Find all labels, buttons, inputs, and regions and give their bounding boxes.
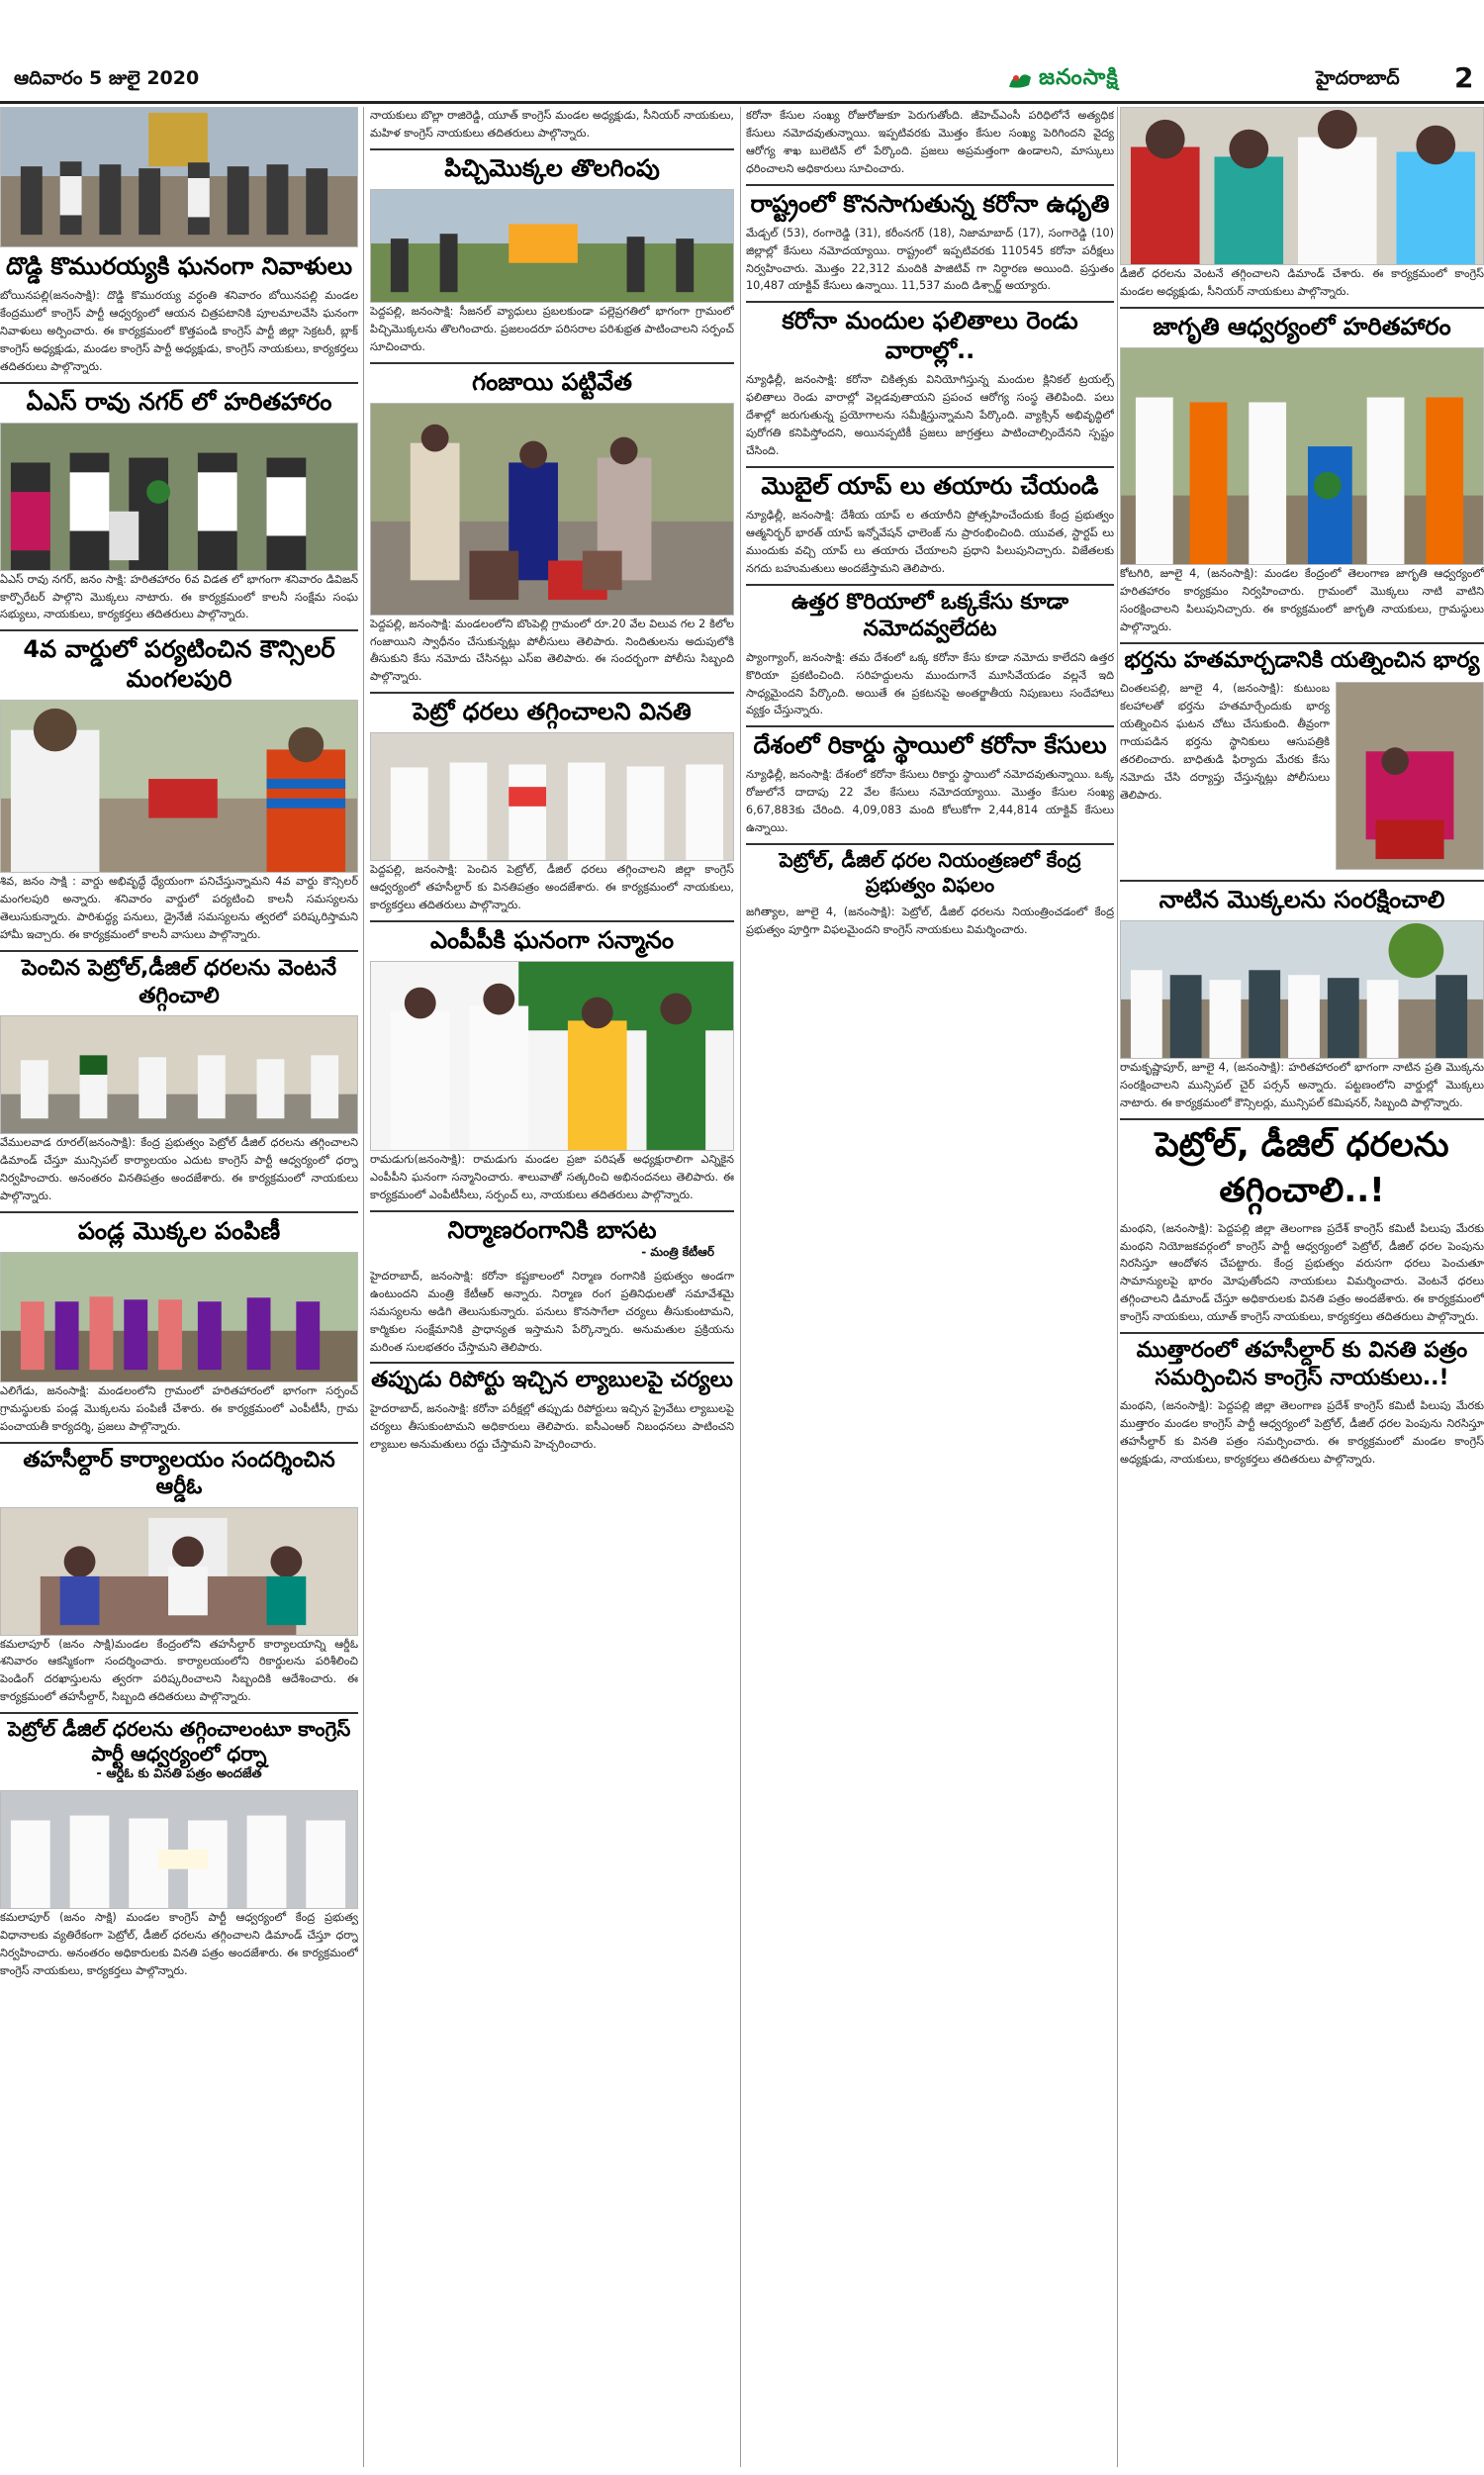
article-body: కమలాపూర్ (జనం సాక్షి)మండల కేంద్రంలోని తహసీల్దార్ కార్యాలయాన్ని ఆర్డీఓ శనివారం ఆకస్మికంగా సందర్శించారు. కార్యాలయంలోని రికార్డులను పరిశీలించి పెండింగ్ దరఖాస్తులను త్వరగా పరిష్కరించాలని సిబ్బందికి ఆదేశించారు. ఈ కార్యక్రమంలో తహసీల్దార్, సిబ్బంది తదితరులు పాల్గొన్నారు. — [0, 1637, 358, 1704]
article-body: ప్యాంగ్యాంగ్, జనంసాక్షి: తమ దేశంలో ఒక్క కరోనా కేసు కూడా నమోదు కాలేదని ఉత్తర కొరియా ప్రకటించింది. సరిహద్దులను ముందుగానే మూసివేయడం వల్లనే ఇది సాధ్యమైందని పేర్కొంది. అయితే ఈ ప్రకటనపై అంతర్జాతీయ నిపుణులు సందేహాలు వ్యక్తం చేస్తున్నారు. — [746, 650, 1114, 717]
column-2 — [370, 107, 734, 2467]
column-3 — [746, 107, 1114, 2467]
column-divider — [1117, 107, 1118, 2467]
article-body: నాయకులు బొల్లా రాజిరెడ్డి, యూత్ కాంగ్రెస్ మండల అధ్యక్షుడు, సీనియర్ నాయకులు, మహిళ కాంగ్రెస్ నాయకులు తదితరులు పాల్గొన్నారు. — [370, 109, 734, 140]
article-body: మేడ్చల్ (53), రంగారెడ్డి (31), కరీంనగర్ (18), నిజామాబాద్ (17), సంగారెడ్డి (10) జిల్లాల్లో కేసులు నమోదయ్యాయి. రాష్ట్రంలో ఇప్పటివరకు 110545 కరోనా పరీక్షలు నిర్వహించారు. మొత్తం 22,312 మందికి పాజిటివ్ గా నిర్ధారణ అయింది. ప్రస్తుతం 10,487 యాక్టివ్ కేసులు ఉన్నాయి. 11,537 మంది డిశ్చార్జ్ అయ్యారు. — [746, 226, 1114, 293]
news-photo — [1120, 107, 1484, 265]
headline: తహసీల్దార్ కార్యాలయం సందర్శించిన ఆర్డీఓ — [0, 1442, 358, 1501]
headline: దొడ్డి కొమురయ్యకి ఘనంగా నివాళులు — [5, 252, 353, 280]
article-body: చింతలపల్లి, జూలై 4, (జనంసాక్షి): కుటుంబ కలహాలతో భర్తను హతమార్చేందుకు భార్య యత్నించిన ఘటన చోటు చేసుకుంది. తీవ్రంగా గాయపడిన భర్తను స్థానికులు ఆసుపత్రికి తరలించారు. బాధితుడి ఫిర్యాదు మేరకు కేసు నమోదు చేసి దర్యాప్తు చేస్తున్నట్లు పోలీసులు తెలిపారు. — [1120, 682, 1330, 802]
article-body: వేములవాడ రూరల్(జనంసాక్షి): కేంద్ర ప్రభుత్వం పెట్రోల్ డీజిల్ ధరలను తగ్గించాలని డిమాండ్ చేస్తూ మున్సిపల్ కార్యాలయం ఎదుట కాంగ్రెస్ పార్టీ ఆధ్వర్యంలో ధర్నా నిర్వహించారు. అనంతరం వినతిపత్రం అందజేశారు. ఈ కార్యక్రమంలో నాయకులు పాల్గొన్నారు. — [0, 1136, 358, 1202]
headline: నాటిన మొక్కలను సంరక్షించాలి — [1120, 880, 1484, 914]
headline: నిర్మాణరంగానికి బాసట — [370, 1210, 734, 1245]
headline: మొబైల్ యాప్ లు తయారు చేయండి — [746, 466, 1114, 501]
article-body: హైదరాబాద్, జనంసాక్షి: కరోనా కష్టకాలంలో నిర్మాణ రంగానికి ప్రభుత్వం అండగా ఉంటుందని మంత్రి కేటీఆర్ అన్నారు. నిర్మాణ రంగ ప్రతినిధులతో సమావేశమై సమస్యలను అడిగి తెలుసుకున్నారు. పనులు కొనసాగేలా చర్యలు తీసుకుంటామని, కార్మికుల సంక్షేమానికి ప్రాధాన్యత ఇస్తామని పేర్కొన్నారు. అనుమతుల ప్రక్రియను మరింత సులభతరం చేస్తామని తెలిపారు. — [370, 1269, 734, 1354]
article-body: శివ, జనం సాక్షి : వార్డు అభివృద్ధే ధ్యేయంగా పనిచేస్తున్నామని 4వ వార్డు కౌన్సిలర్ మంగలపురి అన్నారు. శనివారం వార్డులో పర్యటించి కాలనీ సమస్యలను తెలుసుకున్నారు. పారిశుద్ధ్య పనులు, డ్రైనేజీ సమస్యలను త్వరలో పరిష్కరిస్తామని హామీ ఇచ్చారు. ఈ కార్యక్రమంలో కాలనీ వాసులు పాల్గొన్నారు. — [0, 875, 358, 942]
brand-name: జనంసాక్షి — [1039, 65, 1119, 90]
news-photo — [0, 1507, 358, 1636]
article-body: ఎలిగేడు, జనంసాక్షి: మండలంలోని గ్రామంలో హరితహారంలో భాగంగా సర్పంచ్ గ్రామస్థులకు పండ్ల మొక్కలను పంపిణీ చేశారు. ఈ కార్యక్రమంలో ఎంపీటీసీ, గ్రామ పంచాయతీ కార్యదర్శి, ప్రజలు పాల్గొన్నారు. — [0, 1383, 358, 1433]
masthead — [0, 59, 1484, 103]
headline: 4వ వార్డులో పర్యటించిన కౌన్సిలర్ మంగలపురి — [0, 629, 358, 694]
article-body: రామడుగు(జనంసాక్షి): రామడుగు మండల ప్రజా పరిషత్ అధ్యక్షురాలిగా ఎన్నికైన ఎంపీపీని ఘనంగా సన్మానించారు. శాలువాతో సత్కరించి అభినందనలు తెలిపారు. ఈ కార్యక్రమంలో ఎంపీటీసీలు, సర్పంచ్ లు, నాయకులు తదితరులు పాల్గొన్నారు. — [370, 1153, 734, 1201]
headline: పెట్రోల్ డీజిల్ ధరలను తగ్గించాలంటూ కాంగ్రెస్ పార్టీ ఆధ్వర్యంలో ధర్నా — [0, 1712, 358, 1766]
subheadline: - ఆర్డీఓ కు వినతి పత్రం అందజేత — [96, 1766, 262, 1782]
article-body: కరోనా కేసుల సంఖ్య రోజురోజుకూ పెరుగుతోంది. జీహెచ్ఎంసీ పరిధిలోనే అత్యధిక కేసులు నమోదవుతున్నాయి. ఇప్పటివరకు మొత్తం కేసుల సంఖ్య పెరిగిందని వైద్య ఆరోగ్య శాఖ బులెటిన్ లో పేర్కొంది. ప్రజలు అప్రమత్తంగా ఉండాలని, మాస్కులు ధరించాలని అధికారులు సూచించారు. — [746, 109, 1114, 175]
news-photo — [1120, 920, 1484, 1059]
article-body: కోటగిరి, జూలై 4, (జనంసాక్షి): మండల కేంద్రంలో తెలంగాణ జాగృతి ఆధ్వర్యంలో హరితహారం కార్యక్రమం నిర్వహించారు. గ్రామంలో మొక్కలు నాటి వాటిని సంరక్షించాలని పిలుపునిచ్చారు. ఈ కార్యక్రమంలో జాగృతి నాయకులు, గ్రామస్థులు పాల్గొన్నారు. — [1120, 566, 1484, 633]
article-body: పెద్దపల్లి, జనంసాక్షి: పెంచిన పెట్రోల్, డీజిల్ ధరలు తగ్గించాలని జిల్లా కాంగ్రెస్ ఆధ్వర్యంలో తహసీల్దార్ కు వినతిపత్రం అందజేశారు. ఈ కార్యక్రమంలో నాయకులు, కార్యకర్తలు తదితరులు పాల్గొన్నారు. — [370, 863, 734, 912]
headline: రాష్ట్రంలో కొనసాగుతున్న కరోనా ఉధృతి — [746, 184, 1114, 219]
edition-city: హైదరాబాద్ — [1316, 67, 1400, 89]
headline: పెట్రోల్, డీజిల్ ధరలను తగ్గించాలి..! — [1120, 1118, 1484, 1214]
news-photo — [0, 1790, 358, 1909]
headline: గంజాయి పట్టివేత — [370, 362, 734, 397]
news-photo — [0, 423, 358, 571]
article-body: డీజిల్ ధరలను వెంటనే తగ్గించాలని డిమాండ్ చేశారు. ఈ కార్యక్రమంలో కాంగ్రెస్ మండల అధ్యక్షుడు, సీనియర్ నాయకులు పాల్గొన్నారు. — [1120, 267, 1484, 298]
article-body: మంథని, (జనంసాక్షి): పెద్దపల్లి జిల్లా తెలంగాణ ప్రదేశ్ కాంగ్రెస్ కమిటీ పిలుపు మేరకు మంథని నియోజకవర్గంలో కాంగ్రెస్ పార్టీ ఆధ్వర్యంలో పెట్రోల్, డీజిల్ ధరల పెంపును నిరసిస్తూ ఆందోళన చేపట్టారు. కేంద్ర ప్రభుత్వం వరుసగా ధరలు పెంచుతూ సామాన్యులపై భారం మోపుతోందని నాయకులు విమర్శించారు. వెంటనే ధరలు తగ్గించాలని డిమాండ్ చేస్తూ అధికారులకు వినతి పత్రం అందజేశారు. ఈ కార్యక్రమంలో కాంగ్రెస్ నాయకులు, యూత్ కాంగ్రెస్ నాయకులు, కార్యకర్తలు తదితరులు పాల్గొన్నారు. — [1120, 1221, 1484, 1324]
column-divider — [363, 107, 364, 2467]
brand-logo — [1007, 63, 1119, 97]
issue-date: ఆదివారం 5 జులై 2020 — [14, 67, 200, 89]
headline: ముత్తారంలో తహసీల్దార్ కు వినతి పత్రం సమర్పించిన కాంగ్రెస్ నాయకులు..! — [1120, 1332, 1484, 1391]
news-photo — [1336, 682, 1484, 870]
headline: పెట్రో ధరలు తగ్గించాలని వినతి — [370, 692, 734, 726]
headline: ఎంపీపీకి ఘనంగా సన్మానం — [370, 920, 734, 955]
column-4 — [1120, 107, 1484, 2467]
masthead-rule — [0, 101, 1484, 104]
news-photo — [0, 700, 358, 873]
article-body: హైదరాబాద్, జనంసాక్షి: కరోనా పరీక్షల్లో తప్పుడు రిపోర్టులు ఇచ్చిన ప్రైవేటు ల్యాబులపై చర్యలు తీసుకుంటామని అధికారులు తెలిపారు. ఐసీఎంఆర్ నిబంధనలు పాటించని ల్యాబుల అనుమతులు రద్దు చేస్తామని హెచ్చరించారు. — [370, 1401, 734, 1451]
headline: భర్తను హతమార్చడానికి యత్నించిన భార్య — [1120, 642, 1484, 675]
article-body: బోయినపల్లి(జనంసాక్షి): దొడ్డి కొమురయ్య వర్ధంతి శనివారం బోయినపల్లి మండల కేంద్రములో కాంగ్రెస్ పార్టీ ఆధ్వర్యంలో ఆయన చిత్రపటానికి పూలమాలవేసి ఘనంగా నివాళులు అర్పించారు. ఈ కార్యక్రమంలో కొత్తపండి కాంగ్రెస్ పార్టీ జిల్లా సెక్రటరీ, బ్లాక్ కాంగ్రెస్ అధ్యక్షుడు, మండల కాంగ్రెస్ పార్టీ అధ్యక్షుడు, కాంగ్రెస్ నాయకులు, కార్యకర్తలు తదితరులు పాల్గొన్నారు. — [0, 289, 358, 373]
headline: తప్పుడు రిపోర్టు ఇచ్చిన ల్యాబులపై చర్యలు — [370, 1362, 734, 1394]
headline: పెట్రోల్, డీజిల్ ధరల నియంత్రణలో కేంద్ర ప్రభుత్వం విఫలం — [746, 843, 1114, 898]
news-photo — [0, 107, 358, 247]
news-photo — [0, 1252, 358, 1382]
article-body: న్యూఢిల్లీ, జనంసాక్షి: దేశీయ యాప్ ల తయారీని ప్రోత్సహించేందుకు కేంద్ర ప్రభుత్వం ఆత్మనిర్భర్ భారత్ యాప్ ఇన్నోవేషన్ ఛాలెంజ్ ను ప్రారంభించింది. యువత, స్టార్టప్ లు ముందుకు వచ్చి యాప్ లు తయారు చేయాలని ప్రధాని పిలుపునిచ్చారు. విజేతలకు నగదు బహుమతులు అందజేస్తామని తెలిపారు. — [746, 508, 1114, 575]
article-body: జగిత్యాల, జూలై 4, (జనంసాక్షి): పెట్రోల్, డీజిల్ ధరలను నియంత్రించడంలో కేంద్ర ప్రభుత్వం పూర్తిగా విఫలమైందని కాంగ్రెస్ నాయకులు విమర్శించారు. — [746, 905, 1114, 936]
column-divider — [740, 107, 741, 2467]
article-body: రామకృష్ణాపూర్, జూలై 4, (జనంసాక్షి): హరితహారంలో భాగంగా నాటిన ప్రతి మొక్కను సంరక్షించాలని మున్సిపల్ చైర్ పర్సన్ అన్నారు. పట్టణంలోని వార్డుల్లో మొక్కలు నాటారు. ఈ కార్యక్రమంలో కౌన్సిలర్లు, మున్సిపల్ కమిషనర్, సిబ్బంది పాల్గొన్నారు. — [1120, 1061, 1484, 1109]
news-photo — [1120, 347, 1484, 565]
news-photo — [370, 732, 734, 861]
byline: - మంత్రి కేటీఆర్ — [641, 1244, 714, 1259]
news-photo — [370, 403, 734, 616]
column-1 — [0, 107, 358, 2467]
headline: ఉత్తర కొరియాలో ఒక్కకేసు కూడా నమోదవ్వలేదట — [746, 584, 1114, 643]
article-body: న్యూఢిల్లీ, జనంసాక్షి: దేశంలో కరోనా కేసులు రికార్డు స్థాయిలో నమోదవుతున్నాయి. ఒక్క రోజులోనే దాదాపు 22 వేల కేసులు నమోదయ్యాయి. మొత్తం కేసుల సంఖ్య 6,67,883కు చేరింది. 4,09,083 మంది కోలుకోగా 2,44,814 యాక్టివ్ కేసులు ఉన్నాయి. — [746, 768, 1114, 835]
news-photo — [370, 961, 734, 1151]
news-photo — [0, 1015, 358, 1134]
headline: ఏఎస్ రావు నగర్ లో హరితహారం — [0, 382, 358, 417]
article-body: కమలాపూర్ (జనం సాక్షి) మండల కాంగ్రెస్ పార్టీ ఆధ్వర్యంలో కేంద్ర ప్రభుత్వ విధానాలకు వ్యతిరేకంగా పెట్రోల్, డీజిల్ ధరలను తగ్గించాలని డిమాండ్ చేస్తూ ధర్నా నిర్వహించారు. అనంతరం అధికారులకు వినతి పత్రం అందజేశారు. ఈ కార్యక్రమంలో కాంగ్రెస్ నాయకులు, కార్యకర్తలు పాల్గొన్నారు. — [0, 1911, 358, 1977]
headline: కరోనా మందుల ఫలితాలు రెండు వారాల్లో.. — [746, 301, 1114, 365]
headline: పిచ్చిమొక్కల తొలగింపు — [370, 148, 734, 183]
article-body: పెద్దపల్లి, జనంసాక్షి: సీజనల్ వ్యాధులు ప్రబలకుండా పల్లెప్రగతిలో భాగంగా గ్రామంలో పిచ్చిమొక్కలను తొలగించారు. ప్రజలందరూ పరిసరాల పరిశుభ్రత పాటించాలని సర్పంచ్ సూచించారు. — [370, 304, 734, 353]
article-body: పెద్దపల్లి, జనంసాక్షి: మండలంలోని బొంపెల్లి గ్రామంలో రూ.20 వేల విలువ గల 2 కిలోల గంజాయిని స్వాధీనం చేసుకున్నట్లు పోలీసులు తెలిపారు. నిందితులను అదుపులోకి తీసుకుని కేసు నమోదు చేసినట్లు ఎస్ఐ తెలిపారు. ఈ సందర్భంగా పోలీసు సిబ్బంది పాల్గొన్నారు. — [370, 617, 734, 684]
article-body: ఏఎస్ రావు నగర్, జనం సాక్షి: హరితహారం 6వ విడత లో భాగంగా శనివారం డివిజన్ కార్పొరేటర్ పాల్గొని మొక్కలు నాటారు. ఈ కార్యక్రమంలో కాలనీ సంక్షేమ సంఘ సభ్యులు, నాయకులు, కార్యకర్తలు తదితరులు పాల్గొన్నారు. — [0, 572, 358, 621]
article-body: న్యూఢిల్లీ, జనంసాక్షి: కరోనా చికిత్సకు వినియోగిస్తున్న మందుల క్లినికల్ ట్రయల్స్ ఫలితాలు రెండు వారాల్లో వెల్లడవుతాయని ప్రపంచ ఆరోగ్య సంస్థ తెలిపింది. పలు దేశాల్లో జరుగుతున్న ప్రయోగాలను సమీక్షిస్తున్నామని పేర్కొంది. వ్యాక్సిన్ అభివృద్ధిలో పురోగతి కనిపిస్తోందని, అయినప్పటికీ ప్రజలు జాగ్రత్తలు పాటించాల్సిందేనని స్పష్టం చేసింది. — [746, 373, 1114, 458]
headline: దేశంలో రికార్డు స్థాయిలో కరోనా కేసులు — [746, 725, 1114, 760]
article-body: మంథని, (జనంసాక్షి): పెద్దపల్లి జిల్లా తెలంగాణ ప్రదేశ్ కాంగ్రెస్ కమిటీ పిలుపు మేరకు ముత్తారం మండల కాంగ్రెస్ పార్టీ ఆధ్వర్యంలో పెట్రోల్, డీజిల్ ధరల పెంపును నిరసిస్తూ తహసీల్దార్ కు వినతి పత్రం సమర్పించారు. ఈ కార్యక్రమంలో మండల కాంగ్రెస్ అధ్యక్షుడు, నాయకులు, కార్యకర్తలు తదితరులు పాల్గొన్నారు. — [1120, 1399, 1484, 1466]
headline: పెంచిన పెట్రోల్,డీజిల్ ధరలను వెంటనే తగ్గించాలి — [0, 950, 358, 1009]
page-number: 2 — [1454, 61, 1474, 94]
headline: పండ్ల మొక్కల పంపిణీ — [0, 1211, 358, 1246]
headline: జాగృతి ఆధ్వర్యంలో హరితహారం — [1120, 307, 1484, 341]
news-photo — [370, 189, 734, 303]
hands-logo-icon — [1007, 69, 1033, 91]
